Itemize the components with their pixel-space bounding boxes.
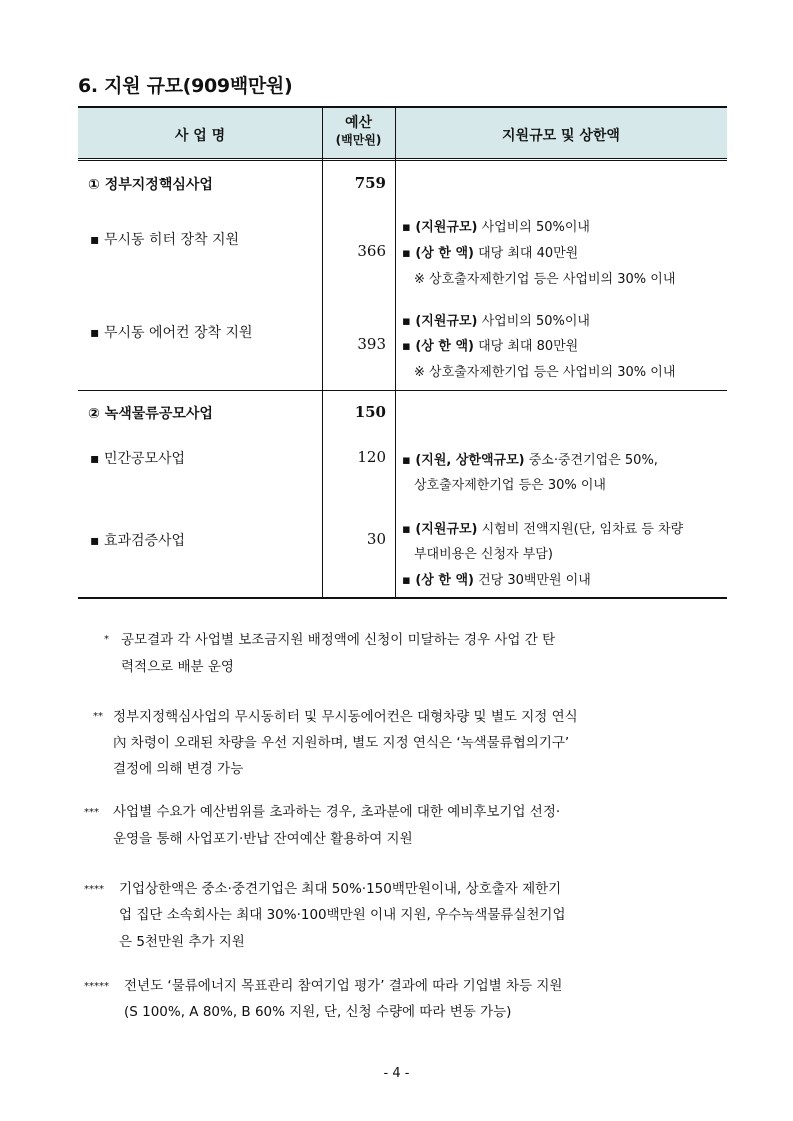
footnote-mark: *** [84,807,99,818]
support-line: ▪ (상 한 액) 대당 최대 80만원 [402,339,579,354]
footnote-line: 공모결과 각 사업별 보조금지원 배정액에 신청이 미달하는 경우 사업 간 탄 [121,632,556,648]
item-budget: 366 [357,242,386,260]
footnote-line: 전년도 ‘물류에너지 목표관리 참여기업 평가’ 결과에 따라 기업별 차등 지원 [124,978,563,994]
support-note: ※ 상호출자제한기업 등은 사업비의 30% 이내 [414,365,676,380]
item-budget: 393 [357,335,386,353]
support-line: 상호출자제한기업 등은 30% 이내 [414,478,606,493]
item-name: ▪ 무시동 히터 장착 지원 [90,232,240,248]
page-number: - 4 - [383,1066,410,1081]
item-name: ▪ 민간공모사업 [90,451,186,467]
footnote-mark: ** [93,711,103,722]
support-line: ▪ (지원, 상한액규모) 중소·중견기업은 50%, [402,453,658,468]
header-budget-unit: (백만원) [335,133,382,147]
footnote-mark: * [104,634,109,645]
footnote-line: 결정에 의해 변경 가능 [113,761,244,777]
footnote-line: (S 100%, A 80%, B 60% 지원, 단, 신청 수량에 따라 변동 가능) [124,1004,512,1020]
table-column-divider-1 [322,108,323,598]
table-bottom-border [78,597,727,599]
table-header-divider [78,158,727,159]
footnote-line: 은 5천만원 추가 지원 [119,934,245,950]
support-line: ▪ (상 한 액) 대당 최대 40만원 [402,246,579,261]
table-top-border [78,106,727,108]
footnote-line: 內 차령이 오래된 차량을 우선 지원하며, 별도 지정 연식은 ‘녹색물류협의기구’ [113,735,570,751]
section-budget: 759 [354,174,386,192]
section-budget: 150 [354,403,386,421]
section-name: ① 정부지정핵심사업 [88,177,213,193]
item-budget: 120 [357,448,386,466]
table-header-divider-double [78,160,727,161]
footnote-mark: ***** [84,981,109,992]
footnote-line: 력적으로 배분 운영 [121,659,234,675]
support-line: ▪ (지원규모) 시험비 전액지원(단, 임차료 등 차량 [402,522,684,537]
support-line: 부대비용은 신청자 부담) [414,547,553,562]
footnote-line: 정부지정핵심사업의 무시동히터 및 무시동에어컨은 대형차량 및 별도 지정 연식 [113,709,578,725]
support-note: ※ 상호출자제한기업 등은 사업비의 30% 이내 [414,272,676,287]
support-line: ▪ (지원규모) 사업비의 50%이내 [402,220,590,235]
section-title: 6. 지원 규모(909백만원) [78,75,293,97]
footnote-line: 기업상한액은 중소·중견기업은 최대 50%·150백만원이내, 상호출자 제한기 [119,881,562,897]
item-name: ▪ 효과검증사업 [90,533,186,549]
header-support: 지원규모 및 상한액 [502,128,620,144]
header-project: 사 업 명 [174,128,226,144]
item-budget: 30 [366,530,386,548]
support-line: ▪ (지원규모) 사업비의 50%이내 [402,314,590,329]
section-divider [78,390,727,391]
table-column-divider-2 [395,108,396,598]
section-name: ② 녹색물류공모사업 [88,406,213,422]
item-name: ▪ 무시동 에어컨 장착 지원 [90,325,253,341]
support-line: ▪ (상 한 액) 건당 30백만원 이내 [402,573,591,588]
footnote-line: 운영을 통해 사업포기·반납 잔여예산 활용하여 지원 [113,831,413,847]
footnote-line: 사업별 수요가 예산범위를 초과하는 경우, 초과분에 대한 예비후보기업 선정· [113,804,561,820]
header-budget: 예산 [344,115,373,131]
footnote-mark: **** [84,884,104,895]
footnote-line: 업 집단 소속회사는 최대 30%·100백만원 이내 지원, 우수녹색물류실천기업 [119,907,566,923]
